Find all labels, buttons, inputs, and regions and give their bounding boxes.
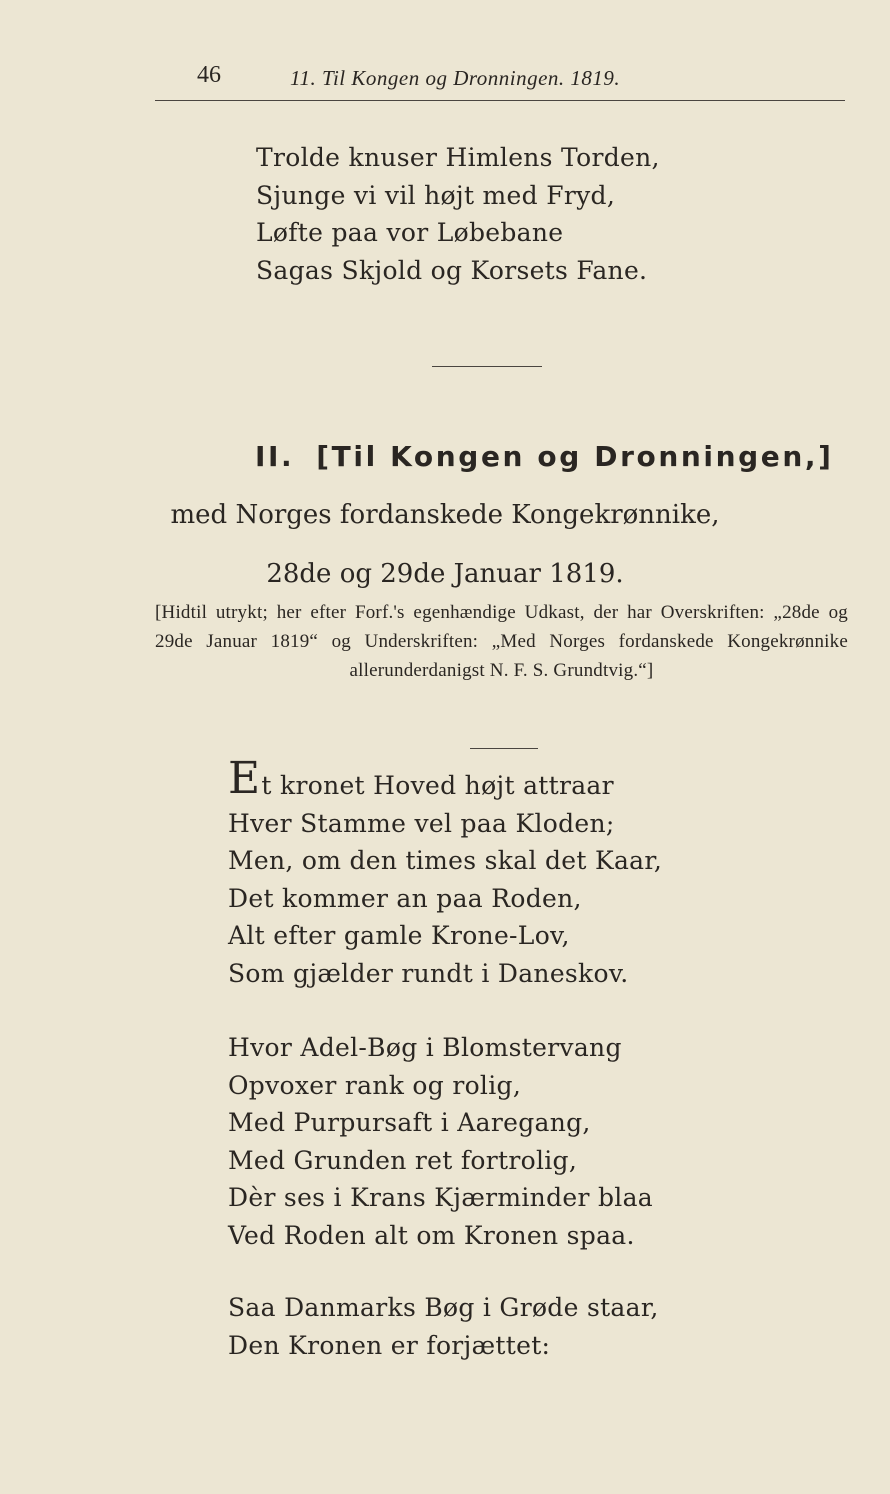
verse-stanza-previous xyxy=(256,139,660,289)
verse-line: Den Kronen er forjættet: xyxy=(228,1330,551,1360)
verse-line: Sjunge vi vil højt med Fryd, xyxy=(256,180,616,210)
stanza-2 xyxy=(228,1029,653,1254)
verse-line: Dèr ses i Krans Kjærminder blaa xyxy=(228,1183,653,1212)
first-line-text: t kronet Hoved højt attraar xyxy=(261,771,614,800)
page-number: 46 xyxy=(197,62,221,88)
running-head-title: 11. Til Kongen og Dronningen. 1819. xyxy=(290,66,621,90)
poem-title: [Til Kongen og Dronningen,] xyxy=(316,440,834,473)
verse-line: Sagas Skjold og Korsets Fane. xyxy=(256,255,648,285)
section-separator-rule xyxy=(432,366,542,367)
running-head xyxy=(155,62,845,102)
verse-line: Med Grunden ret fortrolig, xyxy=(228,1145,578,1175)
verse-line: Med Purpursaft i Aaregang, xyxy=(228,1108,591,1137)
stanza-1 xyxy=(228,753,663,992)
verse-line: Hvor Adel-Bøg i Blomstervang xyxy=(228,1033,622,1062)
verse-line: Hver Stamme vel paa Kloden; xyxy=(228,808,615,838)
verse-line: Trolde knuser Himlens Torden, xyxy=(256,143,660,172)
poem-subtitle: med Norges fordanskede Kongekrønnike, xyxy=(170,500,720,530)
verse-line: Det kommer an paa Roden, xyxy=(228,883,582,913)
verse-line-first xyxy=(228,753,662,805)
verse-line: Saa Danmarks Bøg i Grøde staar, xyxy=(228,1293,659,1322)
verse-line: Opvoxer rank og rolig, xyxy=(228,1070,522,1100)
poem-heading xyxy=(255,440,834,473)
verse-line: Ved Roden alt om Kronen spaa. xyxy=(228,1220,635,1250)
stanza-3 xyxy=(228,1289,659,1364)
header-rule xyxy=(155,100,845,101)
poem-date: 28de og 29de Januar 1819. xyxy=(266,559,624,589)
note-separator-rule xyxy=(470,748,538,749)
verse-line: Som gjælder rundt i Daneskov. xyxy=(228,958,629,988)
editorial-note: [Hidtil utrykt; her efter Forf.'s egenhændige Udkast, der har Overskriften: „28de og 29de Januar 1819“ og Underskriften: „Med Norges fordanskede Kongekrønnike allerunderdanigst N. F. S. Grundtvig.“] xyxy=(155,602,848,681)
verse-line: Alt efter gamle Krone-Lov, xyxy=(228,921,570,950)
drop-cap: E xyxy=(228,753,261,804)
verse-line: Men, om den times skal det Kaar, xyxy=(228,846,663,875)
verse-line: Løfte paa vor Løbebane xyxy=(256,218,564,247)
poem-number: II. xyxy=(255,440,295,473)
